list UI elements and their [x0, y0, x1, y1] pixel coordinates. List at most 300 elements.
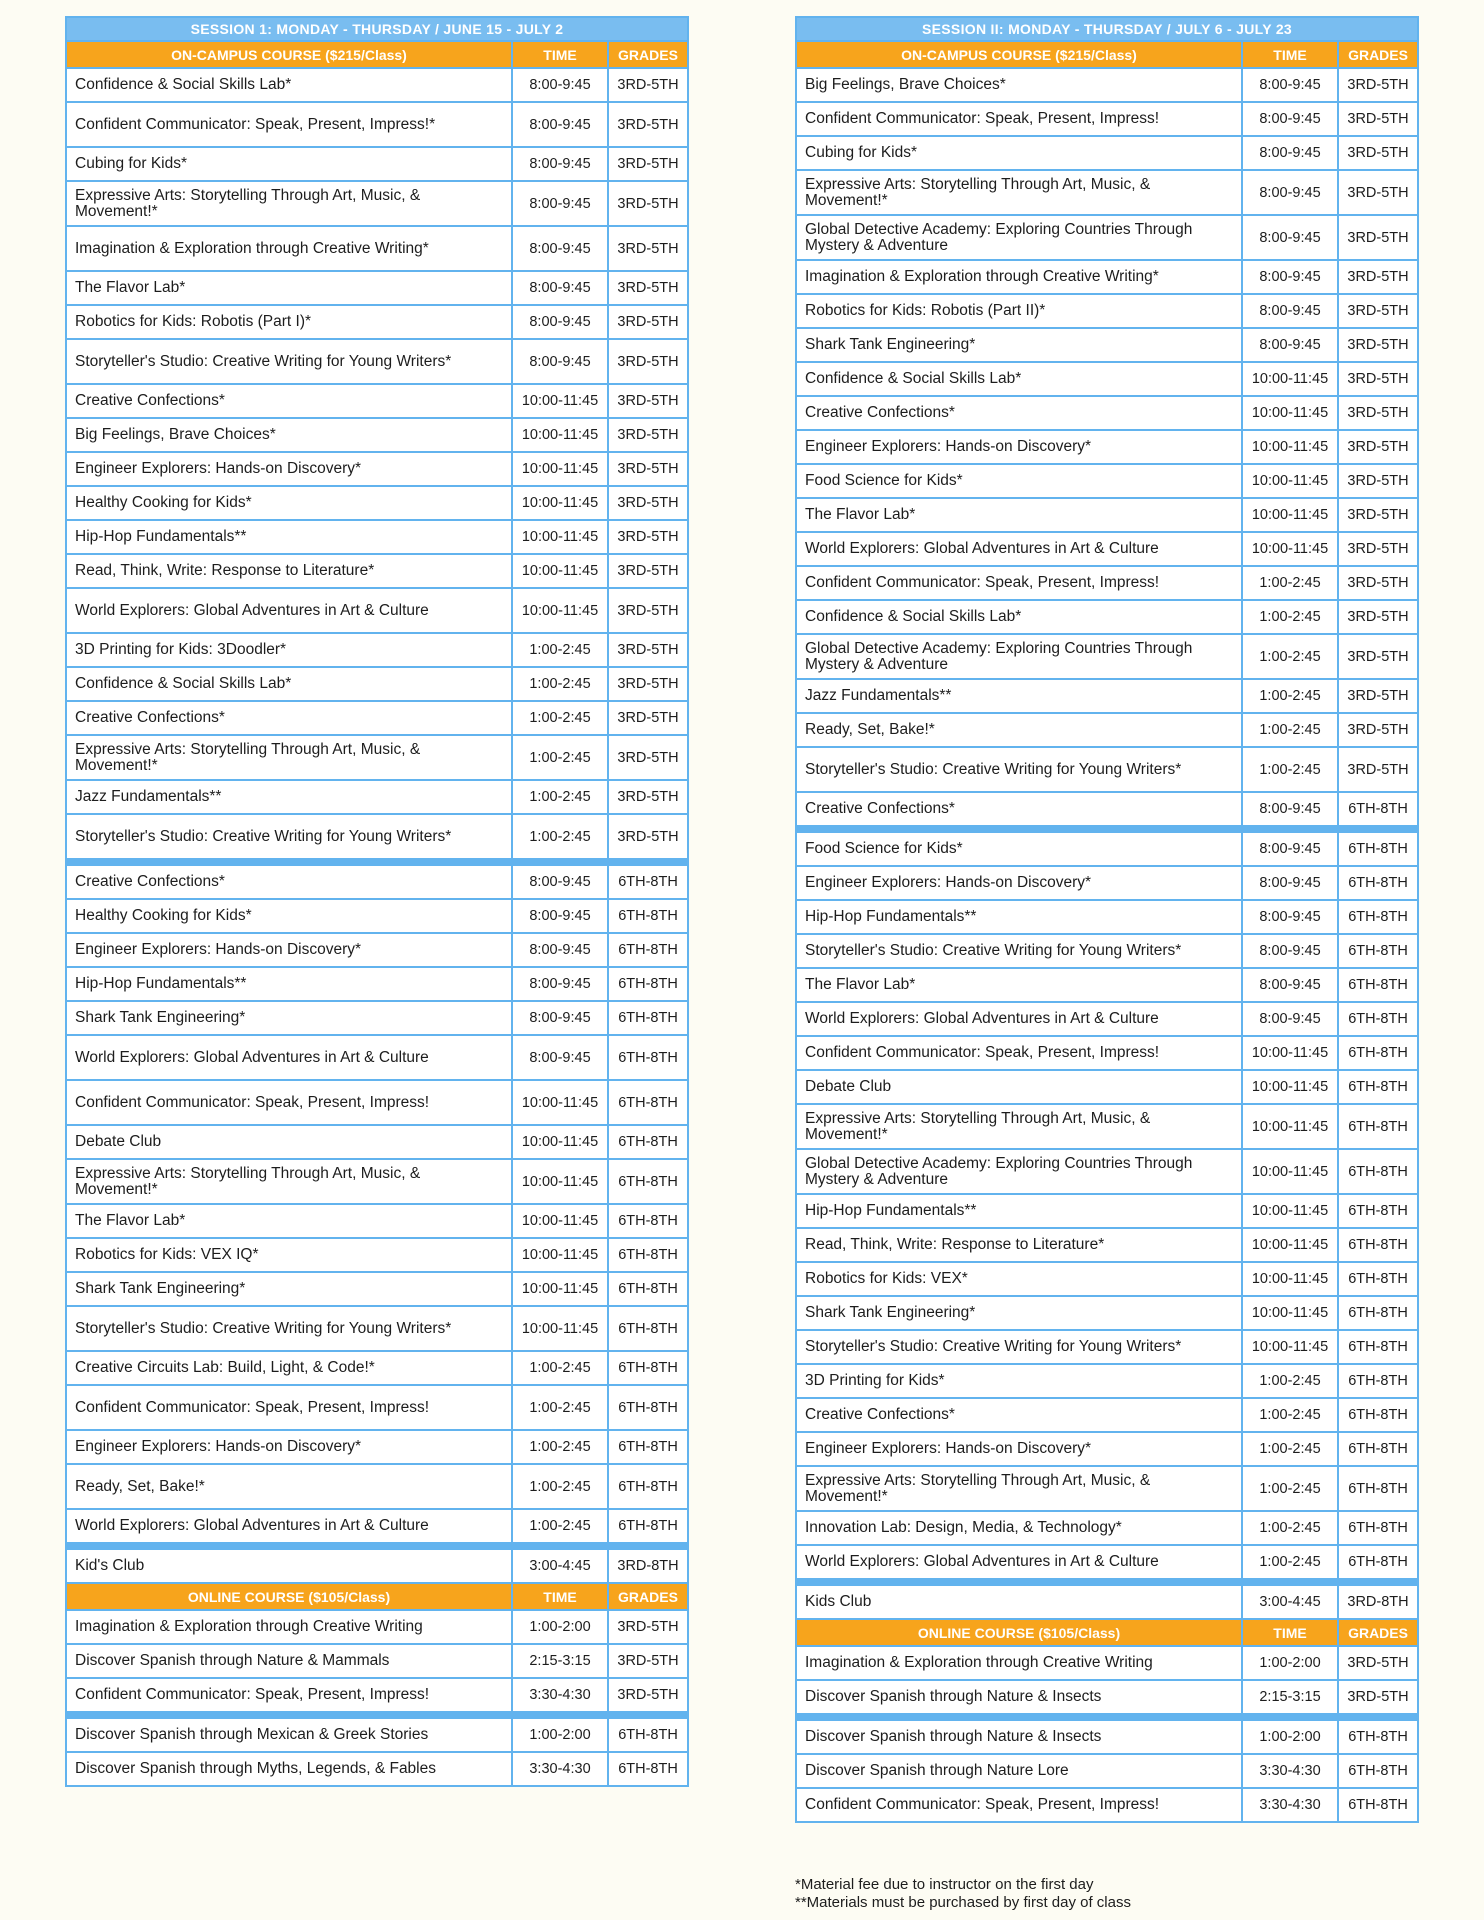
course-name: Engineer Explorers: Hands-on Discovery*	[796, 1432, 1242, 1466]
course-time: 8:00-9:45	[512, 68, 608, 102]
course-time: 1:00-2:45	[512, 667, 608, 701]
course-grades: 6TH-8TH	[1338, 1330, 1418, 1364]
table-row	[796, 1680, 1418, 1714]
course-name: World Explorers: Global Adventures in Art & Culture	[66, 1035, 512, 1080]
course-grades: 3RD-5TH	[608, 814, 688, 859]
course-grades: 3RD-5TH	[1338, 170, 1418, 215]
course-grades: 3RD-8TH	[1338, 1585, 1418, 1619]
course-name: Jazz Fundamentals**	[66, 780, 512, 814]
course-name: Robotics for Kids: VEX*	[796, 1262, 1242, 1296]
course-time: 8:00-9:45	[512, 181, 608, 226]
course-time: 10:00-11:45	[1242, 1104, 1338, 1149]
course-grades: 6TH-8TH	[1338, 1398, 1418, 1432]
course-grades: 3RD-5TH	[608, 486, 688, 520]
course-time: 1:00-2:45	[1242, 1545, 1338, 1579]
course-grades: 3RD-5TH	[1338, 634, 1418, 679]
course-grades: 3RD-5TH	[1338, 430, 1418, 464]
course-grades: 6TH-8TH	[1338, 792, 1418, 826]
course-time: 10:00-11:45	[1242, 1194, 1338, 1228]
table-row	[66, 1125, 688, 1159]
table-row	[66, 1080, 688, 1125]
course-name: Engineer Explorers: Hands-on Discovery*	[796, 866, 1242, 900]
course-name: Storyteller's Studio: Creative Writing for Young Writers*	[796, 934, 1242, 968]
course-time: 10:00-11:45	[1242, 1262, 1338, 1296]
course-time: 10:00-11:45	[512, 520, 608, 554]
course-time: 1:00-2:00	[1242, 1646, 1338, 1680]
course-time: 1:00-2:45	[1242, 747, 1338, 792]
course-time: 8:00-9:45	[512, 226, 608, 271]
course-name: World Explorers: Global Adventures in Art & Culture	[66, 1509, 512, 1543]
table-row	[66, 554, 688, 588]
course-grades: 3RD-5TH	[608, 271, 688, 305]
course-grades: 6TH-8TH	[608, 1080, 688, 1125]
course-grades: 6TH-8TH	[608, 1159, 688, 1204]
table-row	[66, 305, 688, 339]
course-time: 8:00-9:45	[512, 865, 608, 899]
course-name: Storyteller's Studio: Creative Writing for Young Writers*	[66, 339, 512, 384]
table-row	[796, 832, 1418, 866]
course-grades: 3RD-5TH	[1338, 1646, 1418, 1680]
course-time: 8:00-9:45	[1242, 1002, 1338, 1036]
table-row	[66, 226, 688, 271]
course-time: 8:00-9:45	[1242, 170, 1338, 215]
course-name: Kid's Club	[66, 1549, 512, 1583]
table-row	[66, 933, 688, 967]
course-time: 1:00-2:45	[512, 1430, 608, 1464]
table-row	[66, 1272, 688, 1306]
course-time: 1:00-2:45	[512, 1385, 608, 1430]
course-name: Storyteller's Studio: Creative Writing for Young Writers*	[796, 747, 1242, 792]
course-time: 10:00-11:45	[512, 1204, 608, 1238]
table-row	[796, 430, 1418, 464]
course-time: 2:15-3:15	[512, 1644, 608, 1678]
course-time: 1:00-2:45	[512, 1464, 608, 1509]
table-row	[796, 1545, 1418, 1579]
table-row	[66, 865, 688, 899]
course-time: 8:00-9:45	[512, 967, 608, 1001]
course-grades: 3RD-5TH	[608, 780, 688, 814]
course-name: Engineer Explorers: Hands-on Discovery*	[66, 933, 512, 967]
course-time: 10:00-11:45	[512, 486, 608, 520]
table-row	[796, 328, 1418, 362]
course-name: World Explorers: Global Adventures in Art & Culture	[796, 1002, 1242, 1036]
table-row	[796, 566, 1418, 600]
course-name: Jazz Fundamentals**	[796, 679, 1242, 713]
course-grades: 6TH-8TH	[1338, 968, 1418, 1002]
table-row	[66, 1610, 688, 1644]
table-row	[66, 780, 688, 814]
course-time: 1:00-2:00	[1242, 1720, 1338, 1754]
course-grades: 3RD-5TH	[1338, 464, 1418, 498]
course-name: Storyteller's Studio: Creative Writing for Young Writers*	[66, 814, 512, 859]
course-name: Expressive Arts: Storytelling Through Art, Music, & Movement!*	[796, 170, 1242, 215]
table-row	[796, 934, 1418, 968]
course-grades: 3RD-5TH	[608, 588, 688, 633]
course-grades: 6TH-8TH	[608, 1306, 688, 1351]
course-time: 10:00-11:45	[1242, 1296, 1338, 1330]
course-grades: 6TH-8TH	[608, 1509, 688, 1543]
table-row	[796, 1788, 1418, 1822]
table-row	[66, 452, 688, 486]
course-name: Discover Spanish through Nature & Insects	[796, 1680, 1242, 1714]
course-grades: 3RD-5TH	[608, 735, 688, 780]
course-grades: 6TH-8TH	[1338, 1194, 1418, 1228]
table-row	[796, 1228, 1418, 1262]
course-name: Imagination & Exploration through Creative Writing*	[66, 226, 512, 271]
course-time: 3:30-4:30	[512, 1752, 608, 1786]
session-title: SESSION 1: MONDAY - THURSDAY / JUNE 15 - JULY 2	[66, 17, 688, 41]
course-name: Discover Spanish through Nature & Mammals	[66, 1644, 512, 1678]
course-name: The Flavor Lab*	[796, 968, 1242, 1002]
session-title-row	[796, 17, 1418, 41]
course-name: Hip-Hop Fundamentals**	[66, 967, 512, 1001]
course-name: Creative Confections*	[796, 792, 1242, 826]
course-time: 10:00-11:45	[512, 384, 608, 418]
course-name: Ready, Set, Bake!*	[66, 1464, 512, 1509]
course-time: 10:00-11:45	[1242, 532, 1338, 566]
course-time: 10:00-11:45	[1242, 396, 1338, 430]
course-grades: 3RD-5TH	[608, 667, 688, 701]
course-time: 1:00-2:45	[1242, 1511, 1338, 1545]
table-row	[796, 1511, 1418, 1545]
table-row	[796, 747, 1418, 792]
course-name: Expressive Arts: Storytelling Through Art, Music, & Movement!*	[796, 1104, 1242, 1149]
course-name: Confidence & Social Skills Lab*	[66, 667, 512, 701]
course-grades: 6TH-8TH	[608, 1351, 688, 1385]
footnotes	[795, 1876, 1415, 1912]
table-row	[66, 1509, 688, 1543]
table-row	[796, 396, 1418, 430]
course-name: Robotics for Kids: VEX IQ*	[66, 1238, 512, 1272]
session-1-column	[65, 16, 687, 1787]
course-time: 3:30-4:30	[1242, 1754, 1338, 1788]
course-time: 1:00-2:45	[1242, 566, 1338, 600]
course-name: Robotics for Kids: Robotis (Part I)*	[66, 305, 512, 339]
table-row	[66, 967, 688, 1001]
table-row	[66, 1351, 688, 1385]
table-row	[796, 900, 1418, 934]
course-grades: 6TH-8TH	[1338, 900, 1418, 934]
course-name: Creative Confections*	[66, 701, 512, 735]
course-grades: 6TH-8TH	[1338, 1720, 1418, 1754]
table-row	[66, 1306, 688, 1351]
course-grades: 3RD-5TH	[608, 1610, 688, 1644]
course-name: Debate Club	[66, 1125, 512, 1159]
course-grades: 6TH-8TH	[1338, 1545, 1418, 1579]
course-time: 1:00-2:45	[512, 633, 608, 667]
course-time: 8:00-9:45	[1242, 68, 1338, 102]
course-grades: 3RD-5TH	[1338, 215, 1418, 260]
course-grades: 6TH-8TH	[608, 1385, 688, 1430]
course-grades: 6TH-8TH	[1338, 1149, 1418, 1194]
course-name: Engineer Explorers: Hands-on Discovery*	[66, 1430, 512, 1464]
course-time: 8:00-9:45	[1242, 866, 1338, 900]
course-time: 10:00-11:45	[512, 418, 608, 452]
course-name: Global Detective Academy: Exploring Countries Through Mystery & Adventure	[796, 1149, 1242, 1194]
course-time: 10:00-11:45	[512, 554, 608, 588]
course-grades: 6TH-8TH	[1338, 1104, 1418, 1149]
course-time: 10:00-11:45	[512, 1125, 608, 1159]
course-time: 3:00-4:45	[512, 1549, 608, 1583]
table-row	[796, 968, 1418, 1002]
course-grades: 3RD-5TH	[608, 226, 688, 271]
course-grades: 3RD-5TH	[608, 701, 688, 735]
table-row	[66, 1238, 688, 1272]
course-name: Imagination & Exploration through Creative Writing*	[796, 260, 1242, 294]
table-row	[796, 1585, 1418, 1619]
session-title-row	[66, 17, 688, 41]
table-row	[796, 532, 1418, 566]
table-row	[796, 102, 1418, 136]
course-name: Confident Communicator: Speak, Present, Impress!*	[66, 102, 512, 147]
course-name: Confident Communicator: Speak, Present, Impress!	[66, 1385, 512, 1430]
header-grades: GRADES	[608, 41, 688, 68]
course-grades: 3RD-5TH	[1338, 396, 1418, 430]
course-time: 1:00-2:45	[512, 735, 608, 780]
course-time: 1:00-2:45	[1242, 679, 1338, 713]
course-grades: 6TH-8TH	[1338, 1432, 1418, 1466]
course-grades: 3RD-5TH	[1338, 566, 1418, 600]
course-grades: 6TH-8TH	[608, 1718, 688, 1752]
course-name: Storyteller's Studio: Creative Writing for Young Writers*	[66, 1306, 512, 1351]
course-time: 8:00-9:45	[1242, 294, 1338, 328]
course-name: Engineer Explorers: Hands-on Discovery*	[66, 452, 512, 486]
course-time: 8:00-9:45	[1242, 260, 1338, 294]
course-name: Confident Communicator: Speak, Present, Impress!	[66, 1678, 512, 1712]
table-row	[796, 215, 1418, 260]
course-grades: 6TH-8TH	[1338, 1002, 1418, 1036]
course-time: 8:00-9:45	[1242, 934, 1338, 968]
table-row	[796, 1036, 1418, 1070]
table-row	[796, 679, 1418, 713]
course-grades: 3RD-5TH	[1338, 713, 1418, 747]
course-grades: 6TH-8TH	[608, 967, 688, 1001]
table-row	[66, 735, 688, 780]
course-name: Imagination & Exploration through Creative Writing	[796, 1646, 1242, 1680]
course-grades: 6TH-8TH	[608, 1430, 688, 1464]
course-time: 8:00-9:45	[1242, 832, 1338, 866]
course-grades: 3RD-5TH	[608, 633, 688, 667]
course-grades: 3RD-5TH	[1338, 102, 1418, 136]
header-time: TIME	[1242, 1619, 1338, 1646]
course-grades: 3RD-5TH	[1338, 679, 1418, 713]
course-time: 8:00-9:45	[1242, 792, 1338, 826]
course-time: 3:30-4:30	[1242, 1788, 1338, 1822]
session-1-table	[65, 16, 689, 1787]
table-row	[66, 1001, 688, 1035]
course-grades: 3RD-5TH	[608, 102, 688, 147]
header-time: TIME	[512, 1583, 608, 1610]
course-name: Global Detective Academy: Exploring Countries Through Mystery & Adventure	[796, 215, 1242, 260]
course-time: 1:00-2:45	[1242, 1398, 1338, 1432]
course-time: 10:00-11:45	[1242, 430, 1338, 464]
table-row	[796, 362, 1418, 396]
course-name: Kids Club	[796, 1585, 1242, 1619]
course-name: Storyteller's Studio: Creative Writing for Young Writers*	[796, 1330, 1242, 1364]
course-name: Robotics for Kids: Robotis (Part II)*	[796, 294, 1242, 328]
table-row	[796, 1432, 1418, 1466]
course-time: 1:00-2:45	[512, 1509, 608, 1543]
course-name: Read, Think, Write: Response to Literature*	[796, 1228, 1242, 1262]
course-grades: 3RD-5TH	[608, 68, 688, 102]
table-row	[66, 1752, 688, 1786]
course-name: Confident Communicator: Speak, Present, Impress!	[796, 566, 1242, 600]
course-time: 10:00-11:45	[1242, 1228, 1338, 1262]
header-grades: GRADES	[1338, 1619, 1418, 1646]
course-name: 3D Printing for Kids: 3Doodler*	[66, 633, 512, 667]
course-name: Shark Tank Engineering*	[796, 328, 1242, 362]
footnote-material-fee: *Material fee due to instructor on the first day	[795, 1876, 1094, 1893]
course-name: World Explorers: Global Adventures in Art & Culture	[796, 532, 1242, 566]
course-name: Cubing for Kids*	[66, 147, 512, 181]
course-time: 10:00-11:45	[512, 1159, 608, 1204]
course-name: Discover Spanish through Nature Lore	[796, 1754, 1242, 1788]
course-time: 8:00-9:45	[1242, 968, 1338, 1002]
course-time: 8:00-9:45	[1242, 136, 1338, 170]
course-name: Expressive Arts: Storytelling Through Art, Music, & Movement!*	[796, 1466, 1242, 1511]
table-row	[66, 147, 688, 181]
session-title: SESSION II: MONDAY - THURSDAY / JULY 6 - JULY 23	[796, 17, 1418, 41]
course-name: Discover Spanish through Myths, Legends, & Fables	[66, 1752, 512, 1786]
course-name: Cubing for Kids*	[796, 136, 1242, 170]
course-name: Ready, Set, Bake!*	[796, 713, 1242, 747]
course-time: 10:00-11:45	[1242, 1149, 1338, 1194]
table-row	[66, 520, 688, 554]
course-time: 1:00-2:00	[512, 1718, 608, 1752]
course-grades: 3RD-5TH	[1338, 600, 1418, 634]
course-name: Creative Confections*	[66, 865, 512, 899]
course-time: 3:00-4:45	[1242, 1585, 1338, 1619]
course-name: The Flavor Lab*	[796, 498, 1242, 532]
course-grades: 6TH-8TH	[1338, 866, 1418, 900]
course-time: 8:00-9:45	[1242, 102, 1338, 136]
table-row	[796, 1466, 1418, 1511]
table-row	[796, 294, 1418, 328]
course-time: 1:00-2:45	[512, 814, 608, 859]
course-name: Confident Communicator: Speak, Present, Impress!	[796, 1036, 1242, 1070]
course-name: World Explorers: Global Adventures in Art & Culture	[66, 588, 512, 633]
course-name: Confident Communicator: Speak, Present, Impress!	[796, 1788, 1242, 1822]
table-row	[66, 1385, 688, 1430]
course-name: Confidence & Social Skills Lab*	[796, 600, 1242, 634]
header-course: ON-CAMPUS COURSE ($215/Class)	[796, 41, 1242, 68]
course-name: Healthy Cooking for Kids*	[66, 899, 512, 933]
course-grades: 3RD-5TH	[1338, 498, 1418, 532]
table-row	[66, 633, 688, 667]
course-grades: 6TH-8TH	[608, 933, 688, 967]
course-time: 10:00-11:45	[1242, 362, 1338, 396]
course-grades: 3RD-5TH	[608, 147, 688, 181]
course-grades: 3RD-5TH	[1338, 260, 1418, 294]
course-name: Shark Tank Engineering*	[66, 1001, 512, 1035]
course-name: Hip-Hop Fundamentals**	[796, 900, 1242, 934]
course-time: 8:00-9:45	[512, 147, 608, 181]
course-name: Discover Spanish through Nature & Insects	[796, 1720, 1242, 1754]
table-row	[66, 1549, 688, 1583]
course-time: 1:00-2:00	[512, 1610, 608, 1644]
course-grades: 3RD-5TH	[608, 305, 688, 339]
course-name: Food Science for Kids*	[796, 464, 1242, 498]
course-time: 8:00-9:45	[512, 271, 608, 305]
course-name: Hip-Hop Fundamentals**	[66, 520, 512, 554]
table-row	[796, 634, 1418, 679]
table-row	[66, 339, 688, 384]
course-name: Imagination & Exploration through Creative Writing	[66, 1610, 512, 1644]
course-name: Creative Confections*	[796, 396, 1242, 430]
course-grades: 6TH-8TH	[608, 1001, 688, 1035]
table-row	[66, 181, 688, 226]
course-time: 1:00-2:45	[1242, 600, 1338, 634]
course-name: Creative Confections*	[66, 384, 512, 418]
course-time: 10:00-11:45	[512, 588, 608, 633]
section-header-row	[66, 1583, 688, 1610]
course-time: 10:00-11:45	[1242, 1330, 1338, 1364]
course-name: 3D Printing for Kids*	[796, 1364, 1242, 1398]
course-grades: 6TH-8TH	[608, 1035, 688, 1080]
course-name: Shark Tank Engineering*	[66, 1272, 512, 1306]
course-grades: 6TH-8TH	[1338, 1228, 1418, 1262]
course-time: 8:00-9:45	[512, 1001, 608, 1035]
course-grades: 3RD-5TH	[1338, 136, 1418, 170]
table-row	[66, 102, 688, 147]
course-grades: 3RD-5TH	[1338, 362, 1418, 396]
course-time: 1:00-2:45	[1242, 1466, 1338, 1511]
course-time: 8:00-9:45	[512, 102, 608, 147]
table-row	[66, 1644, 688, 1678]
course-grades: 6TH-8TH	[1338, 1754, 1418, 1788]
course-time: 10:00-11:45	[512, 1238, 608, 1272]
course-grades: 6TH-8TH	[1338, 1511, 1418, 1545]
header-course: ON-CAMPUS COURSE ($215/Class)	[66, 41, 512, 68]
course-grades: 6TH-8TH	[608, 1464, 688, 1509]
course-name: Creative Circuits Lab: Build, Light, & Code!*	[66, 1351, 512, 1385]
table-row	[796, 1262, 1418, 1296]
course-time: 8:00-9:45	[512, 339, 608, 384]
course-name: Confident Communicator: Speak, Present, Impress!	[66, 1080, 512, 1125]
course-time: 8:00-9:45	[512, 1035, 608, 1080]
course-grades: 6TH-8TH	[1338, 934, 1418, 968]
table-row	[796, 1754, 1418, 1788]
course-grades: 6TH-8TH	[1338, 1466, 1418, 1511]
course-time: 1:00-2:45	[1242, 1364, 1338, 1398]
course-grades: 6TH-8TH	[1338, 1364, 1418, 1398]
table-row	[66, 899, 688, 933]
table-row	[796, 792, 1418, 826]
course-grades: 3RD-5TH	[608, 520, 688, 554]
header-grades: GRADES	[608, 1583, 688, 1610]
course-time: 8:00-9:45	[1242, 215, 1338, 260]
table-row	[796, 1646, 1418, 1680]
course-time: 2:15-3:15	[1242, 1680, 1338, 1714]
course-grades: 3RD-5TH	[608, 554, 688, 588]
table-row	[796, 464, 1418, 498]
course-grades: 6TH-8TH	[1338, 1070, 1418, 1104]
table-row	[796, 1296, 1418, 1330]
course-time: 1:00-2:45	[512, 1351, 608, 1385]
course-time: 8:00-9:45	[512, 305, 608, 339]
course-time: 10:00-11:45	[1242, 1070, 1338, 1104]
course-grades: 3RD-8TH	[608, 1549, 688, 1583]
table-row	[796, 498, 1418, 532]
course-name: World Explorers: Global Adventures in Art & Culture	[796, 1545, 1242, 1579]
course-grades: 3RD-5TH	[608, 1644, 688, 1678]
course-name: Healthy Cooking for Kids*	[66, 486, 512, 520]
course-time: 1:00-2:45	[512, 701, 608, 735]
table-row	[796, 68, 1418, 102]
course-name: The Flavor Lab*	[66, 271, 512, 305]
section-header-row	[796, 1619, 1418, 1646]
header-course: ONLINE COURSE ($105/Class)	[796, 1619, 1242, 1646]
